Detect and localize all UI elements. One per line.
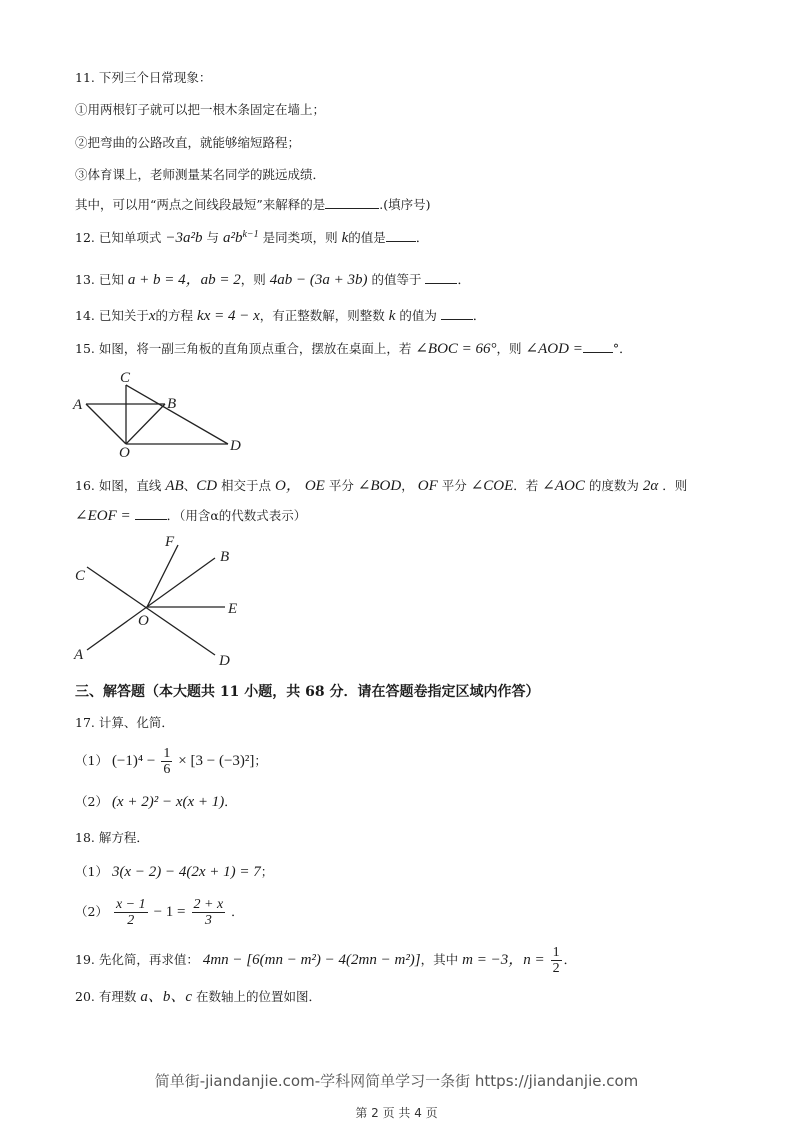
q16-eof: ∠EOF = [75, 508, 131, 524]
q18-p2-end: ． [231, 904, 244, 919]
q20 [75, 985, 321, 1006]
q17-p1-numerator: 1 [163, 746, 171, 761]
q11-item-3: ③体育课上，老师测量某名同学的跳远成绩． [75, 167, 326, 182]
q19-text: 19. 先化简，再求值： [75, 952, 199, 967]
q14-tail: ，有正整数解，则整数 [259, 308, 385, 323]
watermark-link[interactable]: 简单街-jiandanjie.com-学科网简单学习一条街 https://jiandanjie.com [154, 1072, 639, 1090]
q16-text5: ．若 [513, 478, 539, 493]
q16-line2 [75, 506, 306, 525]
q18-p2-num-left: x − 1 [115, 897, 146, 912]
q16-text3: 平分 [328, 478, 354, 493]
q11-question-text: 其中，可以用“两点之间线段最短”来解释的是 [75, 197, 326, 212]
q11-item-2: ②把弯曲的公路改直，就能够缩短路程； [75, 135, 301, 150]
q16-label-D: D [219, 653, 230, 669]
q13-expr2: 4ab − (3a + 3b) [269, 272, 368, 288]
q16-label-B: B [220, 549, 230, 565]
q14-end: ． [472, 308, 486, 323]
q16-text: 16. 如图，直线 [75, 478, 162, 493]
q12-var: k [341, 230, 349, 246]
q15-label-O: O [119, 445, 130, 461]
q15-label-B: B [167, 396, 177, 412]
q15-label-A: A [73, 397, 83, 413]
q16-coe: ∠COE [470, 478, 514, 494]
q15-text: 15. 如图，将一副三角板的直角顶点重合，摆放在桌面上，若 [75, 341, 412, 356]
q12-mid: 与 [206, 230, 219, 245]
q16-text7: ．则 [662, 478, 688, 493]
q16-label-E: E [228, 601, 238, 617]
q20-vars: a、b、c [140, 989, 193, 1005]
q16-text2: 相交于点 [221, 478, 272, 493]
q14-var2: k [388, 308, 396, 324]
q16-line-AB [87, 558, 215, 650]
q17-p2-label: （2） [75, 794, 108, 809]
q18-p2-mid: − 1 = [153, 904, 186, 920]
q11-stem: 11. 下列三个日常现象： [75, 70, 212, 85]
q16-label-A: A [74, 647, 84, 663]
q18-p1-label: （1） [75, 864, 108, 879]
q18-p2-label: （2） [75, 904, 108, 919]
q11-item-1: ①用两根钉子就可以把一根木条固定在墙上； [75, 102, 326, 117]
q18-p2-fraction-left [114, 897, 148, 928]
q16-label-C: C [75, 568, 86, 584]
q19-condition: m = −3，n = [462, 952, 545, 968]
q18-p2-fraction-right [192, 897, 226, 928]
q19 [75, 945, 576, 976]
q14-expr: kx = 4 − x [197, 308, 260, 324]
q16 [75, 474, 687, 495]
q16-oe: OE [304, 478, 325, 494]
q17-p1-label: （1） [75, 753, 108, 768]
q12-expr1: −3a²b [165, 230, 203, 246]
q11-question-suffix: .(填序号) [379, 197, 431, 212]
q15-segment-AO [86, 404, 126, 444]
q18-part-1 [75, 862, 273, 881]
q16-label-O: O [138, 613, 149, 629]
q19-fraction [551, 945, 562, 976]
q13-end: ． [457, 272, 470, 287]
q12-tail: 是同类项，则 [262, 230, 338, 245]
q17-stem: 17. 计算、化简． [75, 715, 174, 730]
q12-tail2: 的值是 [348, 230, 386, 245]
q12-exponent: k−1 [242, 228, 259, 240]
q13-mid: ，则 [240, 272, 266, 287]
q16-of: OF [417, 478, 438, 494]
q16-text6: 的度数为 [588, 478, 639, 493]
q15-segment-OB [126, 404, 165, 444]
q12-text: 12. 已知单项式 [75, 230, 162, 245]
q17-p1-end: ； [254, 753, 267, 768]
q14-var: x [148, 308, 156, 324]
q19-numerator: 1 [552, 945, 560, 960]
q16-line-CD [87, 567, 215, 655]
q19-denominator: 2 [552, 961, 560, 976]
q16-ab: AB [165, 478, 184, 494]
q18-stem: 18. 解方程． [75, 830, 149, 845]
q17-p1-fraction [161, 746, 172, 777]
q16-sep: 、 [183, 478, 197, 493]
q12-end: ． [415, 230, 429, 245]
q17-p1-expr-a: (−1)⁴ − [111, 753, 156, 769]
q13-tail: 的值等于 [371, 272, 422, 287]
q15-label-C: C [120, 370, 131, 386]
q15-end: °． [612, 341, 632, 356]
q15-segment-CD [126, 385, 228, 444]
q17-p2-expr: (x + 2)² − x(x + 1) [111, 794, 225, 810]
q16-aoc: ∠AOC [542, 478, 585, 494]
q17-p1-expr-b: × [3 − (−3)²] [178, 753, 255, 769]
q15-expr1: ∠BOC = 66° [415, 341, 497, 357]
q13-text: 13. 已知 [75, 272, 124, 287]
q14-text: 14. 已知关于 [75, 308, 149, 323]
q15-expr2: ∠AOD = [525, 341, 583, 357]
q16-o: O， [275, 478, 301, 494]
q16-answer-blank[interactable] [135, 507, 167, 520]
q20-text2: 在数轴上的位置如图． [196, 989, 322, 1004]
q19-end: ． [563, 952, 577, 967]
q14-mid: 的方程 [155, 308, 194, 323]
q16-ray-OF [147, 545, 178, 607]
q14-tail2: 的值为 [399, 308, 437, 323]
q16-label-F: F [165, 534, 175, 550]
q16-alpha: 2α [642, 478, 659, 494]
q20-text: 20. 有理数 [75, 989, 137, 1004]
q15-text2: ，则 [496, 341, 522, 356]
q16-text8: ．（用含α的代数式表示） [166, 508, 307, 523]
q15-label-D: D [230, 438, 241, 454]
q16-comma: ， [401, 478, 414, 493]
q16-bod: ∠BOD [357, 478, 402, 494]
q12-expr2: a²b [222, 230, 243, 246]
q18-p2-den-right: 3 [204, 913, 212, 928]
q16-cd: CD [196, 478, 218, 494]
q18-p2-num-right: 2 + x [193, 897, 224, 912]
q18-p2-den-left: 2 [127, 913, 135, 928]
q17-p1-denominator: 6 [163, 762, 171, 777]
q13-expr1: a + b = 4，ab = 2 [127, 272, 241, 288]
q19-text2: ，其中 [420, 952, 459, 967]
q17-part-2 [75, 792, 237, 811]
section-3-heading: 三、解答题（本大题共 11 小题，共 68 分．请在答题卷指定区域内作答） [75, 684, 540, 700]
q18-part-2 [75, 897, 244, 928]
q17-part-1 [75, 746, 267, 777]
q16-text4: 平分 [441, 478, 467, 493]
q18-p1-end: ； [260, 864, 274, 879]
q17-p2-end: ． [224, 794, 237, 809]
page-number: 第 2 页 共 4 页 [355, 1106, 438, 1120]
q19-expr: 4mn − [6(mn − m²) − 4(2mn − m²)] [202, 952, 421, 968]
q18-p1-expr: 3(x − 2) − 4(2x + 1) = 7 [111, 864, 261, 880]
